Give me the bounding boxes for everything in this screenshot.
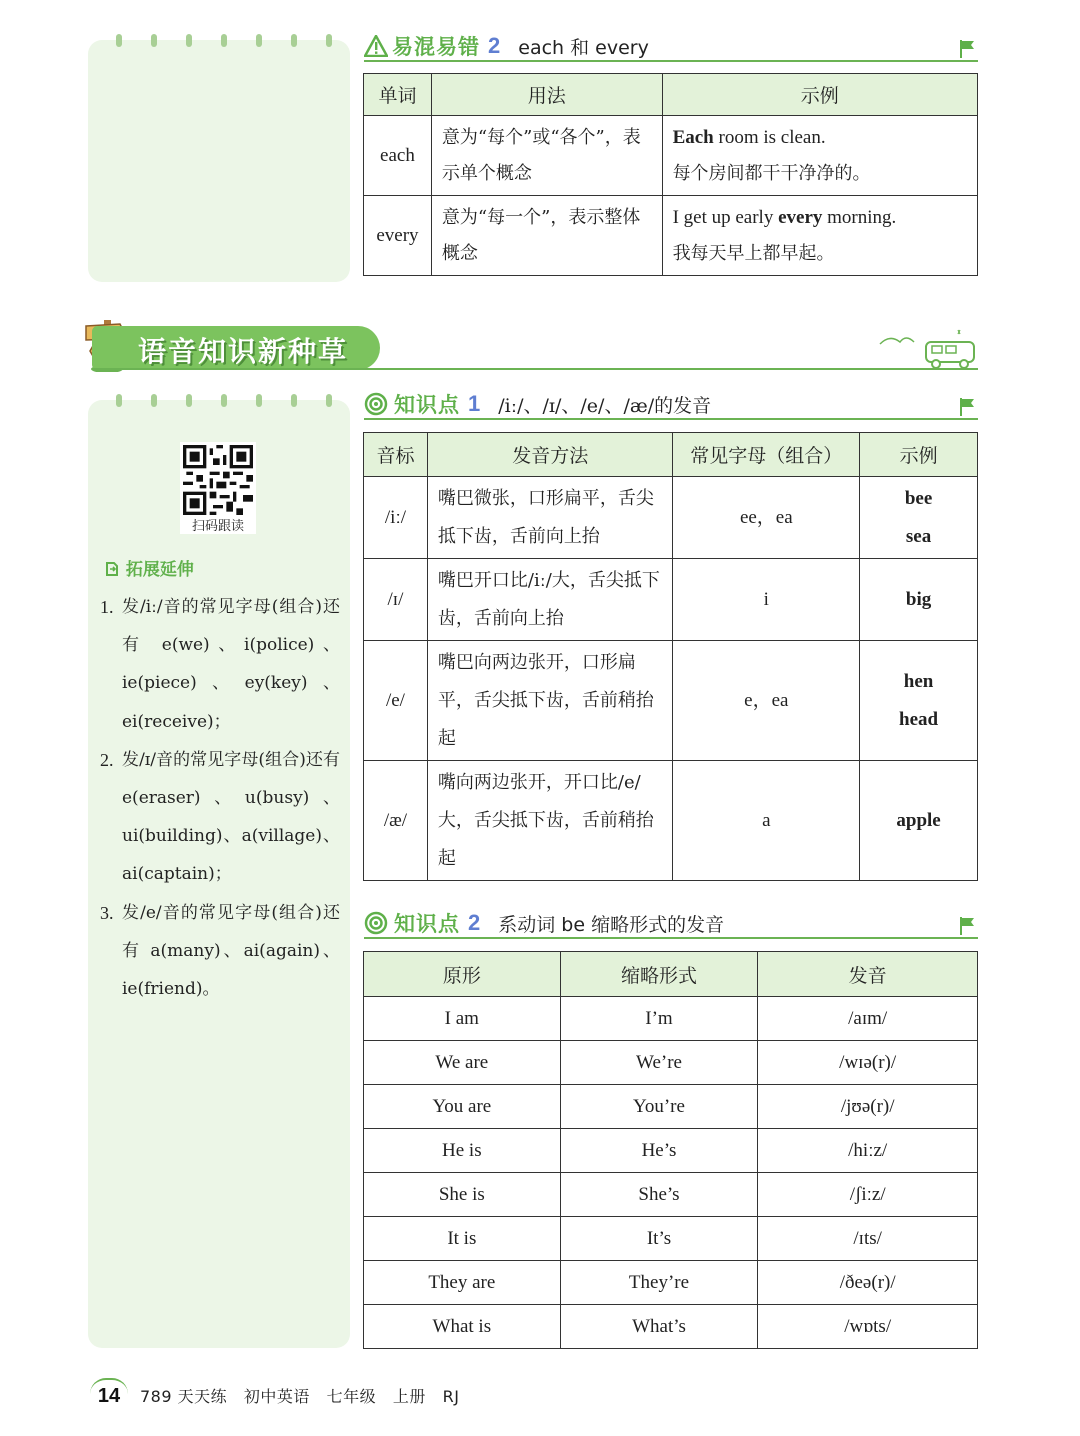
letters-cell: i	[673, 559, 860, 641]
target-icon	[364, 392, 388, 416]
col-header-symbol: 音标	[364, 433, 428, 477]
extension-list	[100, 588, 340, 1008]
warning-icon	[364, 35, 388, 57]
example-translation: 每个房间都干干净净的。	[672, 162, 871, 184]
examples-cell	[860, 761, 978, 881]
col-header-letters: 常见字母（组合）	[673, 433, 860, 477]
examples-cell	[860, 559, 978, 641]
knowledge1-badge: 知识点	[394, 393, 460, 417]
ipa-cell: /wɪə(r)/	[758, 1041, 978, 1085]
method-cell: 嘴巴开口比/iː/大，舌尖抵下齿，舌前向上抬	[427, 559, 673, 641]
knowledge1-rule	[364, 418, 978, 420]
ipa-cell: /jʊə(r)/	[758, 1085, 978, 1129]
ipa-cell: /hiːz/	[758, 1129, 978, 1173]
example-word: head	[899, 708, 939, 730]
banner-title: 语音知识新种草	[138, 335, 349, 368]
table-row	[364, 1261, 978, 1305]
table-row	[364, 1305, 978, 1349]
table-row	[364, 1085, 978, 1129]
word-cell: each	[364, 116, 432, 196]
knowledge2-badge: 知识点	[394, 912, 460, 936]
knowledge2-rule	[364, 937, 978, 939]
ipa-cell: /aɪm/	[758, 997, 978, 1041]
ipa-cell: /ðeə(r)/	[758, 1261, 978, 1305]
knowledge2-title: 系动词 be 缩略形式的发音	[498, 913, 725, 936]
table-row	[364, 196, 978, 276]
short-cell: It’s	[560, 1217, 758, 1261]
examples-cell	[860, 477, 978, 559]
table-row	[364, 761, 978, 881]
symbol-cell: /e/	[364, 641, 428, 761]
knowledge2-number: 2	[468, 910, 481, 935]
example-word: apple	[896, 809, 941, 831]
full-cell: It is	[364, 1217, 561, 1261]
item-number: 1.	[100, 597, 114, 617]
usage-cell: 意为“每一个”，表示整体概念	[431, 196, 662, 276]
flag-icon	[958, 38, 976, 58]
symbol-cell: /iː/	[364, 477, 428, 559]
short-cell: He’s	[560, 1129, 758, 1173]
symbol-cell: /ɪ/	[364, 559, 428, 641]
word-cell: every	[364, 196, 432, 276]
method-cell: 嘴巴微张，口形扁平，舌尖抵下齿，舌前向上抬	[427, 477, 673, 559]
example-word: big	[905, 588, 932, 610]
method-cell: 嘴巴向两边张开，口形扁平，舌尖抵下齿，舌前稍抬起	[427, 641, 673, 761]
col-header-short: 缩略形式	[560, 952, 758, 997]
list-item	[100, 894, 340, 1009]
page-number: 14	[90, 1378, 128, 1412]
example-word: hen	[903, 670, 934, 692]
knowledge1-title: /iː/、/ɪ/、/e/、/æ/的发音	[498, 394, 712, 417]
extend-icon	[104, 561, 120, 577]
short-cell: I’m	[560, 997, 758, 1041]
col-header-full: 原形	[364, 952, 561, 997]
ipa-cell: /wɒts/	[758, 1305, 978, 1349]
table-row	[364, 1041, 978, 1085]
phonics-table	[363, 432, 978, 881]
col-header-examples: 示例	[860, 433, 978, 477]
qr-code-icon	[183, 445, 253, 515]
full-cell: He is	[364, 1129, 561, 1173]
camper-van-icon	[876, 326, 980, 370]
confuse-badge: 易混易错	[392, 35, 480, 59]
short-cell: What’s	[560, 1305, 758, 1349]
table-row	[364, 1129, 978, 1173]
note-card-top	[88, 40, 350, 282]
table-row	[364, 997, 978, 1041]
item-number: 2.	[100, 749, 114, 770]
col-header-word: 单词	[364, 74, 432, 116]
qr-code-box[interactable]	[180, 442, 256, 534]
col-header-usage: 用法	[431, 74, 662, 116]
col-header-example: 示例	[662, 74, 977, 116]
table-row	[364, 641, 978, 761]
flag-icon	[958, 396, 976, 416]
ipa-cell: /ʃiːz/	[758, 1173, 978, 1217]
example-word: sea	[905, 525, 932, 547]
full-cell: You are	[364, 1085, 561, 1129]
usage-cell: 意为“每个”或“各个”，表示单个概念	[431, 116, 662, 196]
extension-title	[104, 555, 194, 580]
knowledge2-heading	[364, 908, 724, 938]
example-text: morning.	[822, 206, 897, 228]
list-item	[100, 741, 340, 894]
book-info: 789 天天练 初中英语 七年级 上册 RJ	[140, 1386, 460, 1406]
example-text-pre: I get up early	[672, 206, 779, 228]
method-cell: 嘴向两边张开，开口比/e/大，舌尖抵下齿，舌前稍抬起	[427, 761, 673, 881]
full-cell: I am	[364, 997, 561, 1041]
ipa-cell: /ɪts/	[758, 1217, 978, 1261]
confuse-rule	[364, 60, 978, 62]
short-cell: You’re	[560, 1085, 758, 1129]
full-cell: We are	[364, 1041, 561, 1085]
table-row	[364, 1217, 978, 1261]
example-translation: 我每天早上都早起。	[672, 242, 835, 264]
table-row	[364, 477, 978, 559]
table-row	[364, 1173, 978, 1217]
target-icon	[364, 911, 388, 935]
letters-cell: a	[673, 761, 860, 881]
each-every-table	[363, 73, 978, 276]
knowledge1-number: 1	[468, 391, 481, 416]
extension-title-text: 拓展延伸	[125, 560, 194, 580]
list-item	[100, 588, 340, 741]
table-row	[364, 559, 978, 641]
example-bold: every	[778, 206, 823, 228]
example-cell	[662, 116, 977, 196]
example-text: room is clean.	[713, 126, 826, 148]
banner-rule	[92, 368, 978, 370]
col-header-method: 发音方法	[427, 433, 673, 477]
be-contraction-table	[363, 951, 978, 1349]
letters-cell: e，ea	[673, 641, 860, 761]
full-cell: They are	[364, 1261, 561, 1305]
confuse-title: each 和 every	[518, 36, 649, 59]
flag-icon	[958, 915, 976, 935]
table-row	[364, 116, 978, 196]
page-footer	[90, 1378, 460, 1412]
confuse-number: 2	[488, 33, 501, 58]
example-bold: Each	[672, 126, 714, 148]
item-text: 发/iː/音的常见字母(组合)还有 e(we)、i(police)、ie(piece)、ey(key)、ei(receive)；	[122, 597, 340, 732]
knowledge1-heading	[364, 389, 711, 419]
letters-cell: ee，ea	[673, 477, 860, 559]
example-word: bee	[904, 487, 933, 509]
section-banner	[92, 326, 380, 370]
examples-cell	[860, 641, 978, 761]
short-cell: We’re	[560, 1041, 758, 1085]
item-text: 发/e/音的常见字母(组合)还有 a(many)、ai(again)、ie(friend)。	[122, 902, 340, 1000]
symbol-cell: /æ/	[364, 761, 428, 881]
item-text: 发/ɪ/音的常见字母(组合)还有 e(eraser)、u(busy)、ui(building)、a(village)、ai(captain)；	[122, 749, 340, 885]
qr-caption: 扫码跟读	[191, 519, 244, 534]
full-cell: What is	[364, 1305, 561, 1349]
short-cell: She’s	[560, 1173, 758, 1217]
item-number: 3.	[100, 902, 114, 923]
col-header-ipa: 发音	[758, 952, 978, 997]
confuse-heading	[364, 31, 649, 61]
full-cell: She is	[364, 1173, 561, 1217]
example-cell	[662, 196, 977, 276]
short-cell: They’re	[560, 1261, 758, 1305]
